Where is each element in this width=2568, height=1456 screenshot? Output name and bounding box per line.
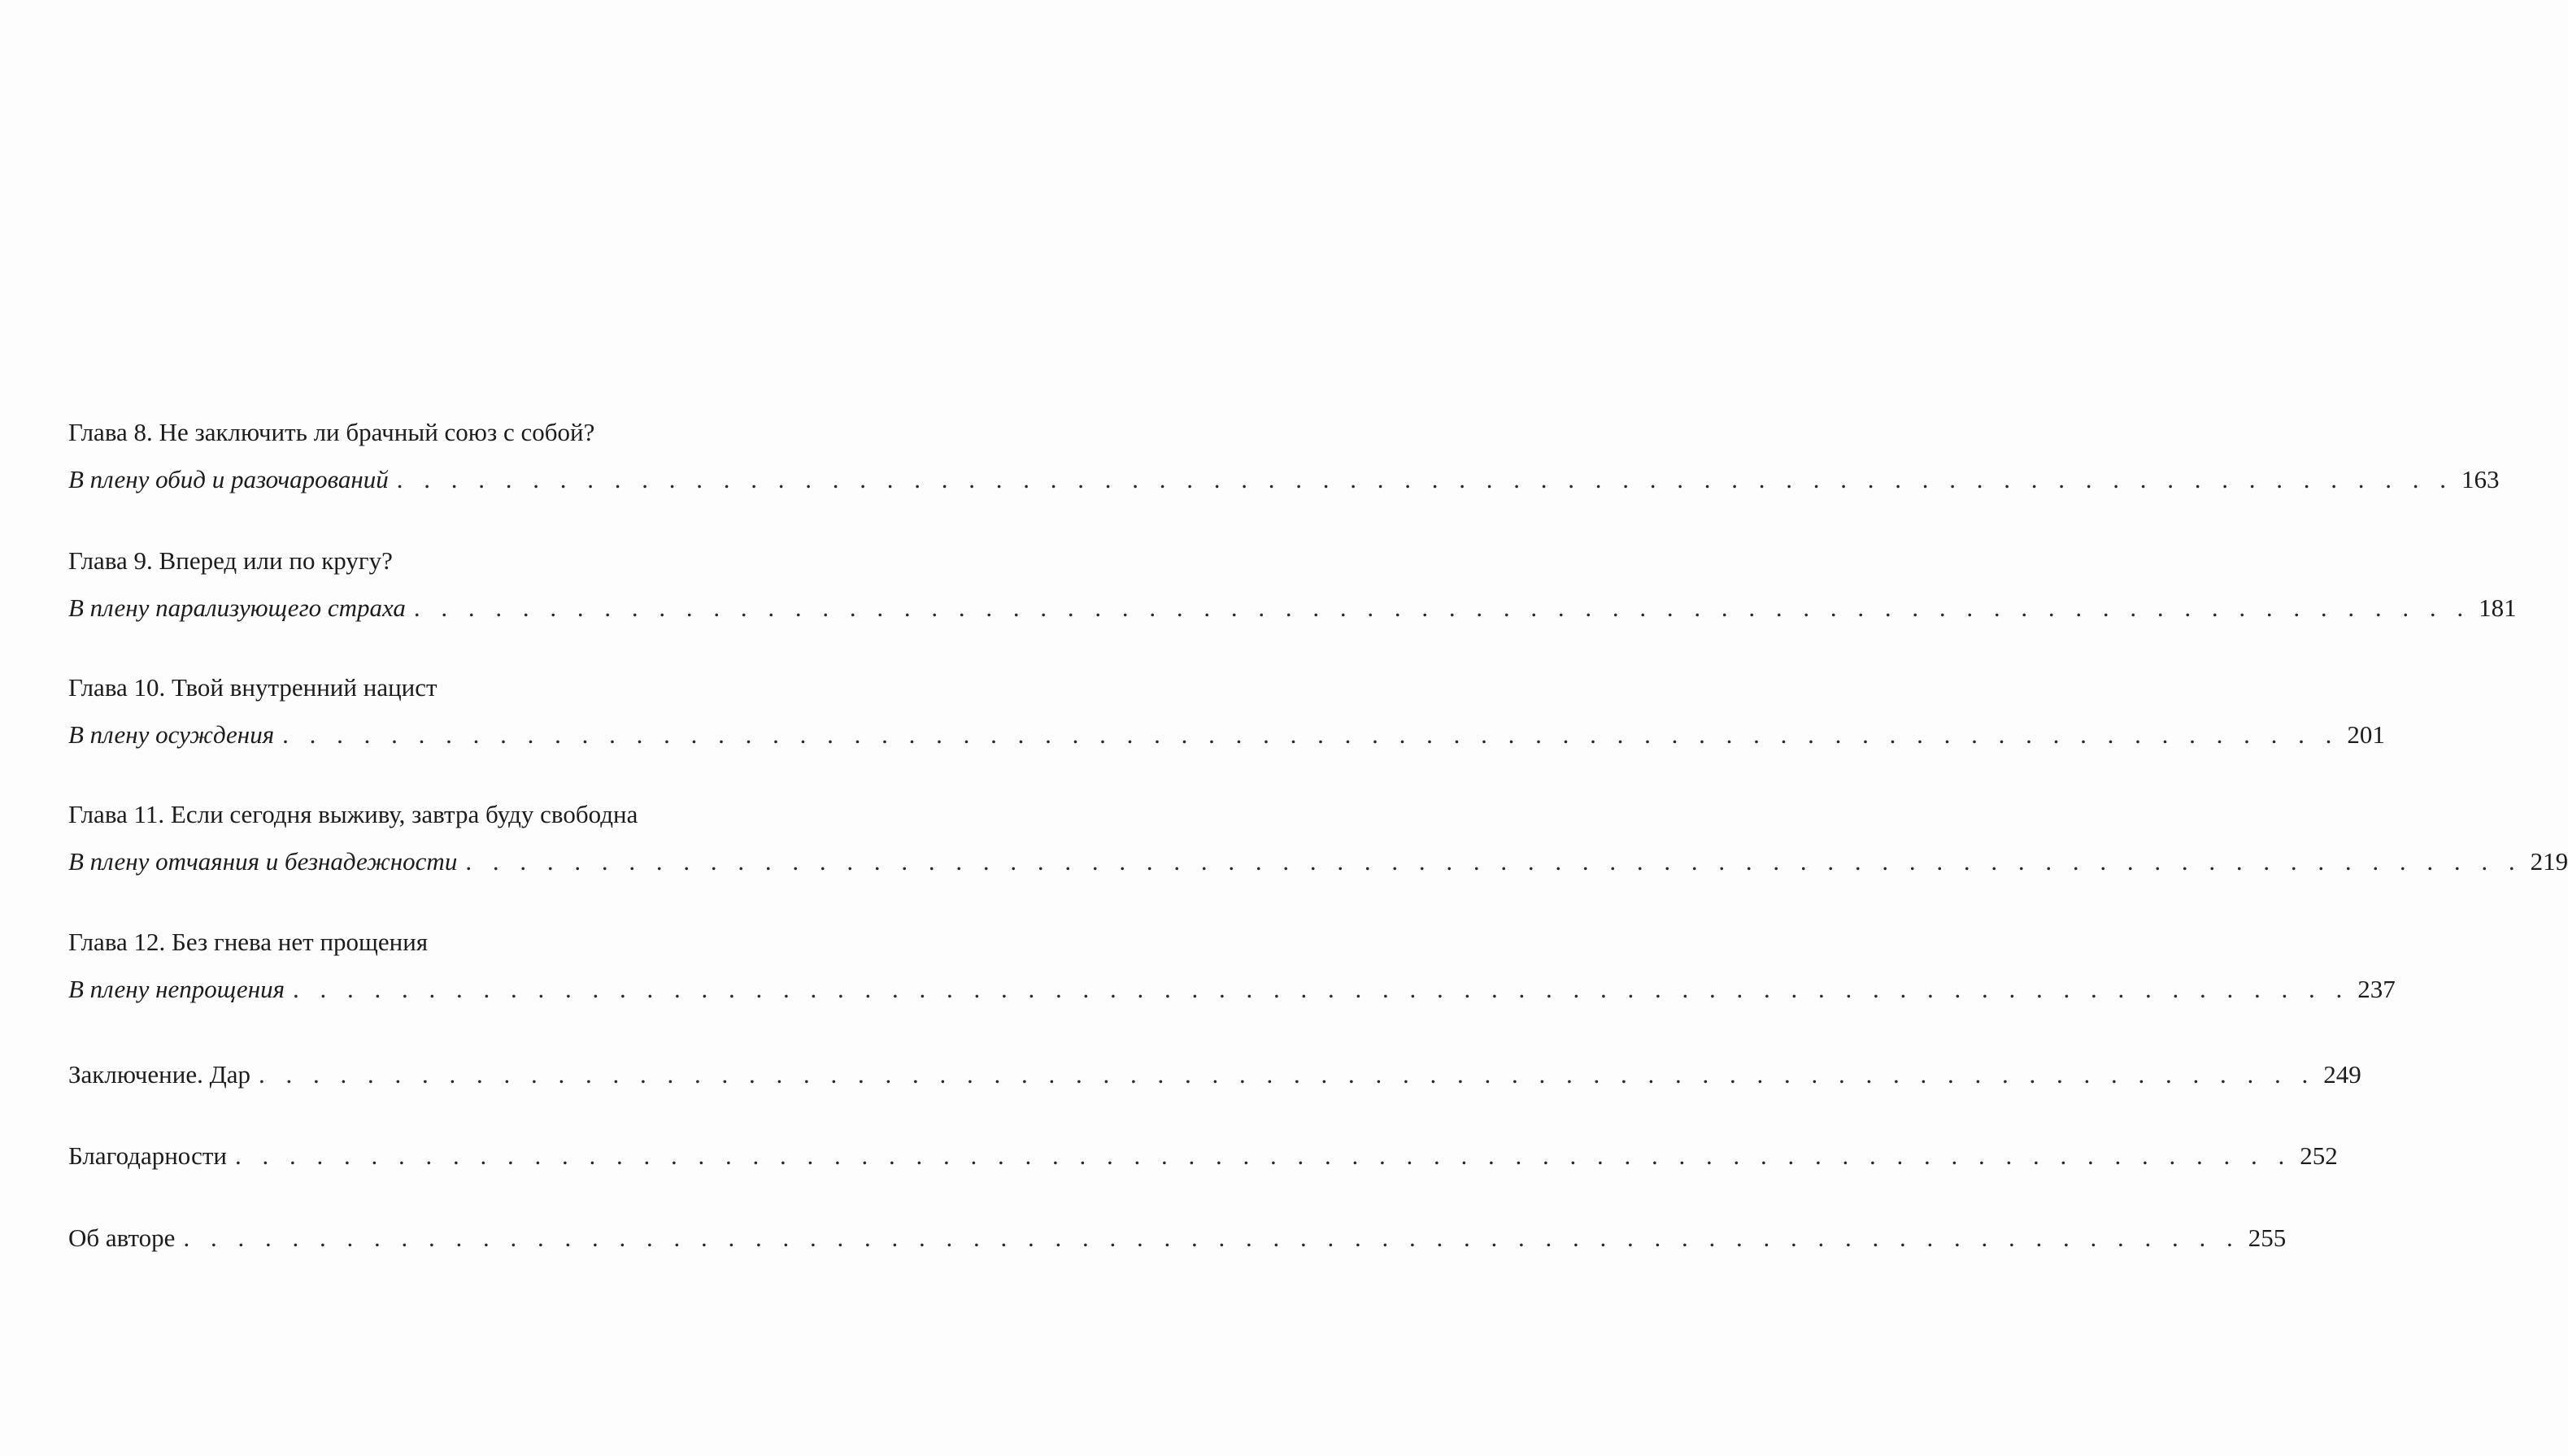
page-number: 181 xyxy=(2479,593,2517,622)
toc-line xyxy=(68,1222,2287,1254)
page-number: 201 xyxy=(2347,720,2385,749)
page-number: 163 xyxy=(2461,465,2500,493)
dot-leader: . . . . . . . . . . . . . . . . . . . . . . . . . . . . . . . . . . . . . . . . . . . . . . . . . . . . . . . . . . . . . . . . . . . . . . . . . . . . xyxy=(234,1141,2292,1170)
page-number: 219 xyxy=(2530,847,2568,876)
dot-leader: . . . . . . . . . . . . . . . . . . . . . . . . . . . . . . . . . . . . . . . . . . . . . . . . . . . . . . . . . . . . . . . . . . . . . . . . . . . . xyxy=(282,720,2339,749)
section-title: Благодарности xyxy=(68,1141,227,1170)
chapter-subtitle-line xyxy=(68,592,2517,624)
chapter-subtitle-line xyxy=(68,845,2568,878)
dot-leader: . . . . . . . . . . . . . . . . . . . . . . . . . . . . . . . . . . . . . . . . . . . . . . . . . . . . . . . . . . . . . . . . . . . . . . . . . . . . xyxy=(292,975,2350,1003)
chapter-title: Глава 12. Без гнева нет прощения xyxy=(68,928,429,956)
chapter-subtitle-line xyxy=(68,463,2500,496)
dot-leader: . . . . . . . . . . . . . . . . . . . . . . . . . . . . . . . . . . . . . . . . . . . . . . . . . . . . . . . . . . . . . . . . . . . . . . . . . . . . xyxy=(413,593,2471,622)
toc-acknowledgements xyxy=(68,1140,2338,1172)
toc-chapter-11 xyxy=(68,798,2568,878)
dot-leader: . . . . . . . . . . . . . . . . . . . . . . . . . . . . . . . . . . . . . . . . . . . . . . . . . . . . . . . . . . . . . . . . . . . . . . . . . . . . xyxy=(259,1060,2316,1089)
page-number: 255 xyxy=(2248,1223,2287,1252)
dot-leader: . . . . . . . . . . . . . . . . . . . . . . . . . . . . . . . . . . . . . . . . . . . . . . . . . . . . . . . . . . . . . . . . . . . . . . . . . . . . xyxy=(183,1223,2240,1252)
page-number: 237 xyxy=(2357,975,2396,1003)
section-title: Заключение. Дар xyxy=(68,1060,250,1089)
toc-chapter-12 xyxy=(68,926,2396,1006)
section-title: Об авторе xyxy=(68,1223,176,1252)
chapter-title: Глава 8. Не заключить ли брачный союз с собой? xyxy=(68,418,595,446)
chapter-subtitle: В плену отчаяния и безнадежности xyxy=(68,847,458,876)
toc-about-author xyxy=(68,1222,2287,1254)
chapter-subtitle-line xyxy=(68,973,2396,1006)
chapter-title: Глава 10. Твой внутренний нацист xyxy=(68,673,437,702)
page-number: 252 xyxy=(2300,1141,2338,1170)
dot-leader: . . . . . . . . . . . . . . . . . . . . . . . . . . . . . . . . . . . . . . . . . . . . . . . . . . . . . . . . . . . . . . . . . . . . . . . . . . . . xyxy=(396,465,2454,493)
chapter-title: Глава 9. Вперед или по кругу? xyxy=(68,546,393,575)
page-number: 249 xyxy=(2323,1060,2361,1089)
toc-chapter-8 xyxy=(68,416,2500,496)
chapter-subtitle: В плену непрощения xyxy=(68,975,285,1003)
dot-leader: . . . . . . . . . . . . . . . . . . . . . . . . . . . . . . . . . . . . . . . . . . . . . . . . . . . . . . . . . . . . . . . . . . . . . . . . . . . . xyxy=(465,847,2522,876)
toc-line xyxy=(68,1058,2361,1091)
chapter-subtitle-line xyxy=(68,719,2385,751)
toc-line xyxy=(68,1140,2338,1172)
toc-conclusion xyxy=(68,1058,2361,1091)
chapter-subtitle: В плену обид и разочарований xyxy=(68,465,389,493)
chapter-subtitle: В плену парализующего страха xyxy=(68,593,406,622)
toc-chapter-9 xyxy=(68,545,2517,624)
chapter-title: Глава 11. Если сегодня выживу, завтра буду свободна xyxy=(68,800,638,828)
chapter-subtitle: В плену осуждения xyxy=(68,720,275,749)
toc-chapter-10 xyxy=(68,671,2385,751)
